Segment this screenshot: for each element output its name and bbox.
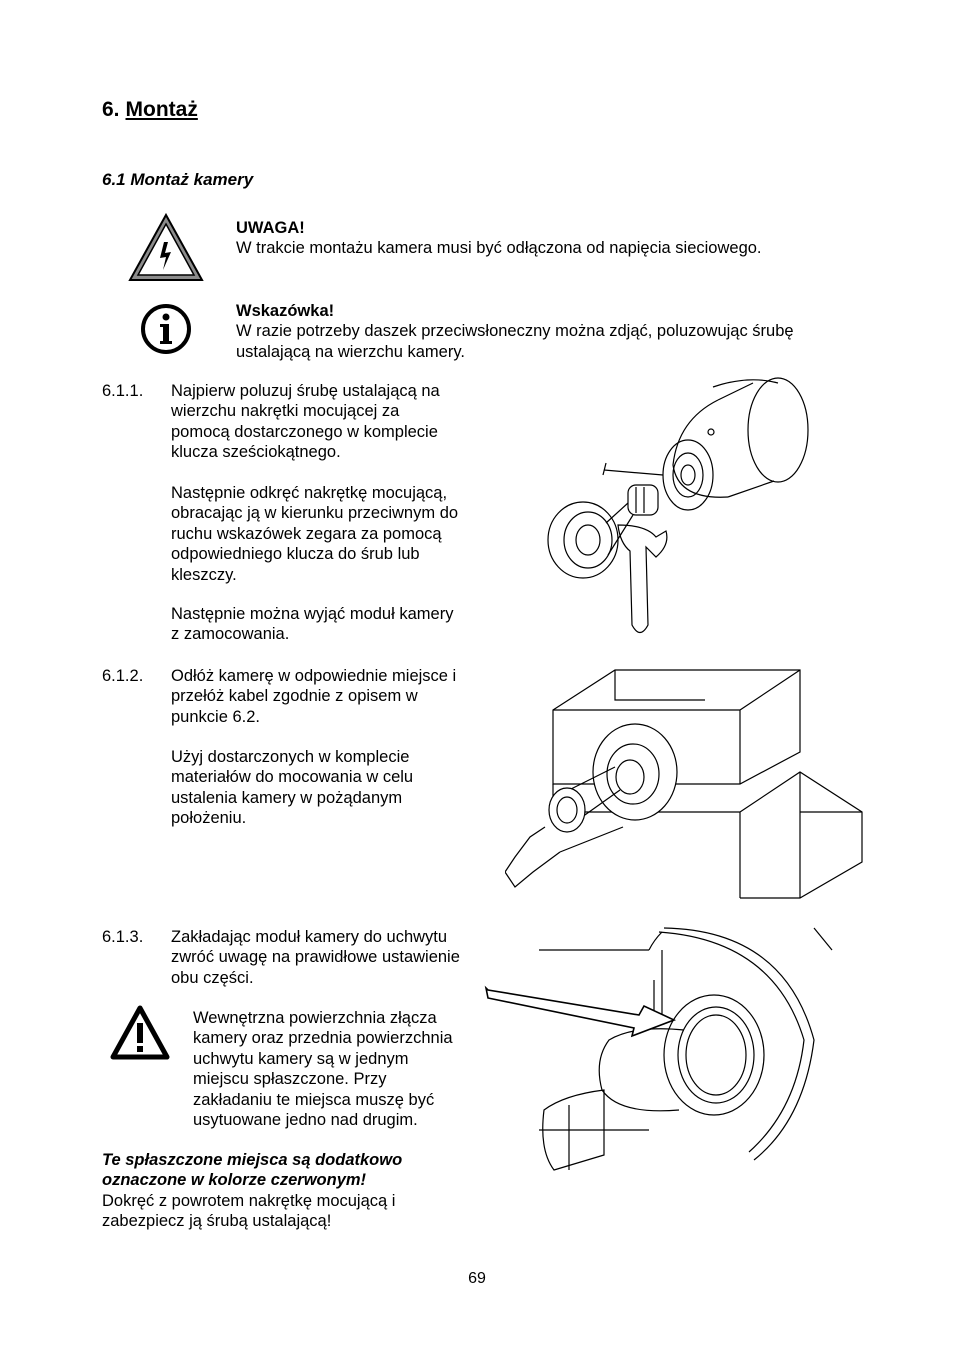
text-line: uchwytu kamery są w jednym (193, 1049, 409, 1068)
text-line: pomocą dostarczonego w komplecie (171, 422, 438, 441)
warning-text: W trakcie montażu kamera musi być odłączona od napięcia sieciowego. (236, 239, 762, 258)
step-number: 6.1.3. (102, 928, 144, 946)
section-heading (102, 98, 198, 122)
text-line: punkcie 6.2. (171, 707, 260, 726)
section-number: 6. (102, 98, 120, 121)
warning-block (236, 218, 762, 259)
text-line: Użyj dostarczonych w komplecie (171, 748, 410, 766)
text-line: Najpierw poluzuj śrubę ustalającą na (171, 382, 440, 400)
final-note (102, 1150, 462, 1232)
section-title: Montaż (125, 98, 198, 121)
text-line: Następnie odkręć nakrętkę mocującą, (171, 484, 448, 502)
step-paragraph (171, 604, 486, 645)
info-icon (139, 302, 193, 356)
warning-title: UWAGA! (236, 219, 305, 237)
step-paragraph (171, 666, 486, 727)
text-line: położeniu. (171, 809, 247, 828)
step-paragraph (171, 381, 486, 463)
text-line: Dokręć z powrotem nakrętkę mocującą i (102, 1191, 396, 1210)
camera-removal-illustration (528, 375, 828, 640)
text-line: usytuowane jedno nad drugim. (193, 1111, 418, 1130)
text-line: zabezpiecz ją śrubą ustalającą! (102, 1212, 332, 1231)
step-number: 6.1.2. (102, 667, 144, 685)
text-line: przełóż kabel zgodnie z opisem w (171, 687, 418, 706)
text-line: z zamocowania. (171, 625, 290, 644)
caution-text (193, 1008, 488, 1130)
text-line: kleszczy. (171, 565, 237, 584)
caution-exclamation-icon (110, 1005, 170, 1061)
hint-line: W razie potrzeby daszek przeciwsłoneczny można zdjąć, poluzowując śrubę (236, 322, 794, 341)
emphasis-line: Te spłaszczone miejsca są dodatkowo (102, 1151, 403, 1169)
alignment-detail-illustration (484, 920, 836, 1180)
subsection-heading: 6.1 Montaż kamery (102, 170, 254, 189)
step-paragraph (171, 483, 486, 585)
step-number: 6.1.1. (102, 382, 144, 400)
hint-line: ustalającą na wierzchu kamery. (236, 342, 465, 361)
text-line: obracając ją w kierunku przeciwnym do (171, 504, 459, 523)
text-line: zwróć uwagę na prawidłowe ustawienie (171, 948, 460, 967)
page-number: 69 (468, 1270, 486, 1287)
emphasis-line: oznaczone w kolorze czerwonym! (102, 1171, 367, 1190)
text-line: odpowiedniego klucza do śrub lub (171, 545, 420, 564)
text-line: wierzchu nakrętki mocującej za (171, 402, 400, 421)
text-line: klucza sześciokątnego. (171, 443, 341, 462)
text-line: ustalenia kamery w pożądanym (171, 788, 403, 807)
step-paragraph (171, 747, 486, 829)
text-line: Zakładając moduł kamery do uchwytu (171, 928, 448, 946)
step-paragraph (171, 927, 491, 988)
text-line: Wewnętrzna powierzchnia złącza (193, 1009, 437, 1027)
text-line: Odłóż kamerę w odpowiednie miejsce i (171, 667, 457, 685)
camera-mounting-illustration (505, 662, 867, 904)
text-line: ruchu wskazówek zegara za pomocą (171, 524, 442, 543)
text-line: zakładaniu te miejsca muszę być (193, 1090, 435, 1109)
hint-block (236, 301, 794, 362)
text-line: miejscu spłaszczone. Przy (193, 1070, 387, 1089)
hint-title: Wskazówka! (236, 302, 335, 320)
text-line: materiałów do mocowania w celu (171, 768, 414, 787)
high-voltage-warning-icon (127, 212, 205, 284)
text-line: obu części. (171, 968, 254, 987)
text-line: kamery oraz przednia powierzchnia (193, 1029, 453, 1048)
text-line: Następnie można wyjąć moduł kamery (171, 605, 454, 623)
